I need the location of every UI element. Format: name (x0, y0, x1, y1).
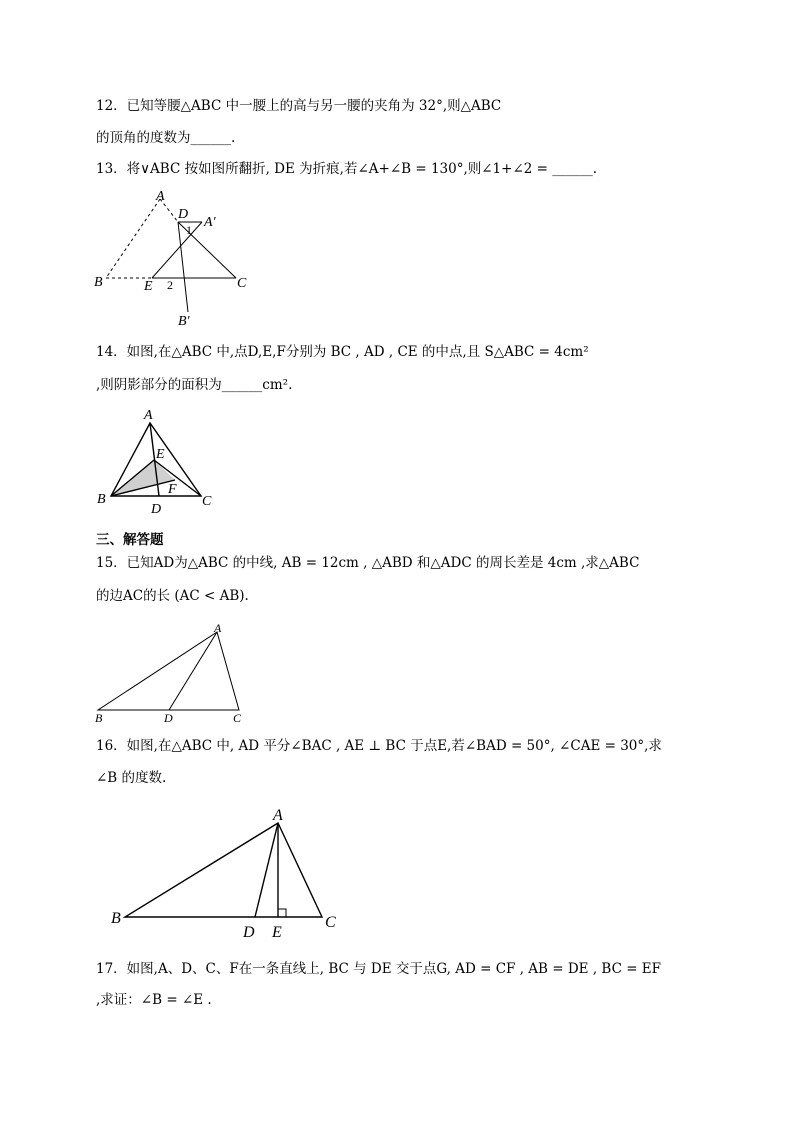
q13-label-A-prime: A′ (204, 215, 216, 230)
q13-angle-1: 1 (186, 223, 192, 237)
q17-line1: 17．如图,A、D、C、F在一条直线上, BC 与 DE 交于点G, AD = CF , AB = DE , BC = EF (96, 961, 662, 977)
q14-label-B: B (97, 492, 106, 507)
q13-label-A: A (156, 189, 165, 204)
q13-label-E: E (144, 279, 153, 294)
q16-label-D: D (243, 924, 255, 941)
q15-label-C: C (233, 711, 242, 725)
q13-label-D: D (178, 207, 189, 222)
q14-label-E: E (156, 447, 165, 462)
q15-line2: 的边AC的长 (AC < AB). (96, 588, 249, 604)
q15-figure (90, 618, 260, 728)
q13-label-C: C (237, 276, 247, 291)
q13-text: 13．将∨ABC 按如图所翻折, DE 为折痕,若∠A+∠B = 130°,则∠1+∠2 = ______. (96, 161, 598, 177)
q14-line2: ,则阴影部分的面积为______cm². (96, 377, 293, 393)
q14-label-F: F (168, 482, 177, 497)
q13-figure (90, 188, 260, 328)
q16-label-C: C (325, 914, 336, 931)
q16-line1: 16．如图,在△ABC 中, AD 平分∠BAC , AE ⊥ BC 于点E,若∠BAD = 50°, ∠CAE = 30°,求 (96, 738, 662, 754)
q15-label-B: B (95, 711, 103, 725)
q13-label-B-prime: B′ (178, 314, 190, 329)
q17-line2: ,求证：∠B = ∠E . (96, 992, 212, 1008)
q15-line1: 15．已知AD为△ABC 的中线, AB = 12cm , △ABD 和△ADC 的周长差是 4cm ,求△ABC (96, 555, 640, 571)
q16-label-A: A (273, 807, 283, 824)
q14-line1: 14．如图,在△ABC 中,点D,E,F分别为 BC , AD , CE 的中点,且 S△ABC = 4cm² (96, 344, 589, 360)
q16-label-B: B (111, 910, 121, 927)
q12-line2: 的顶角的度数为______. (96, 130, 236, 146)
q16-figure (100, 800, 350, 945)
q15-label-D: D (164, 711, 173, 725)
q14-label-D: D (151, 502, 162, 517)
q14-figure (90, 402, 230, 517)
q16-line2: ∠B 的度数. (96, 770, 167, 786)
q14-label-C: C (202, 494, 212, 509)
q14-label-A: A (144, 408, 153, 423)
q13-angle-2: 2 (167, 278, 173, 292)
section-title: 三、解答题 (96, 532, 164, 548)
q13-label-B: B (94, 275, 103, 290)
q16-label-E: E (272, 924, 282, 941)
q12-line1: 12．已知等腰△ABC 中一腰上的高与另一腰的夹角为 32°,则△ABC (96, 98, 502, 114)
q15-label-A: A (214, 621, 222, 635)
